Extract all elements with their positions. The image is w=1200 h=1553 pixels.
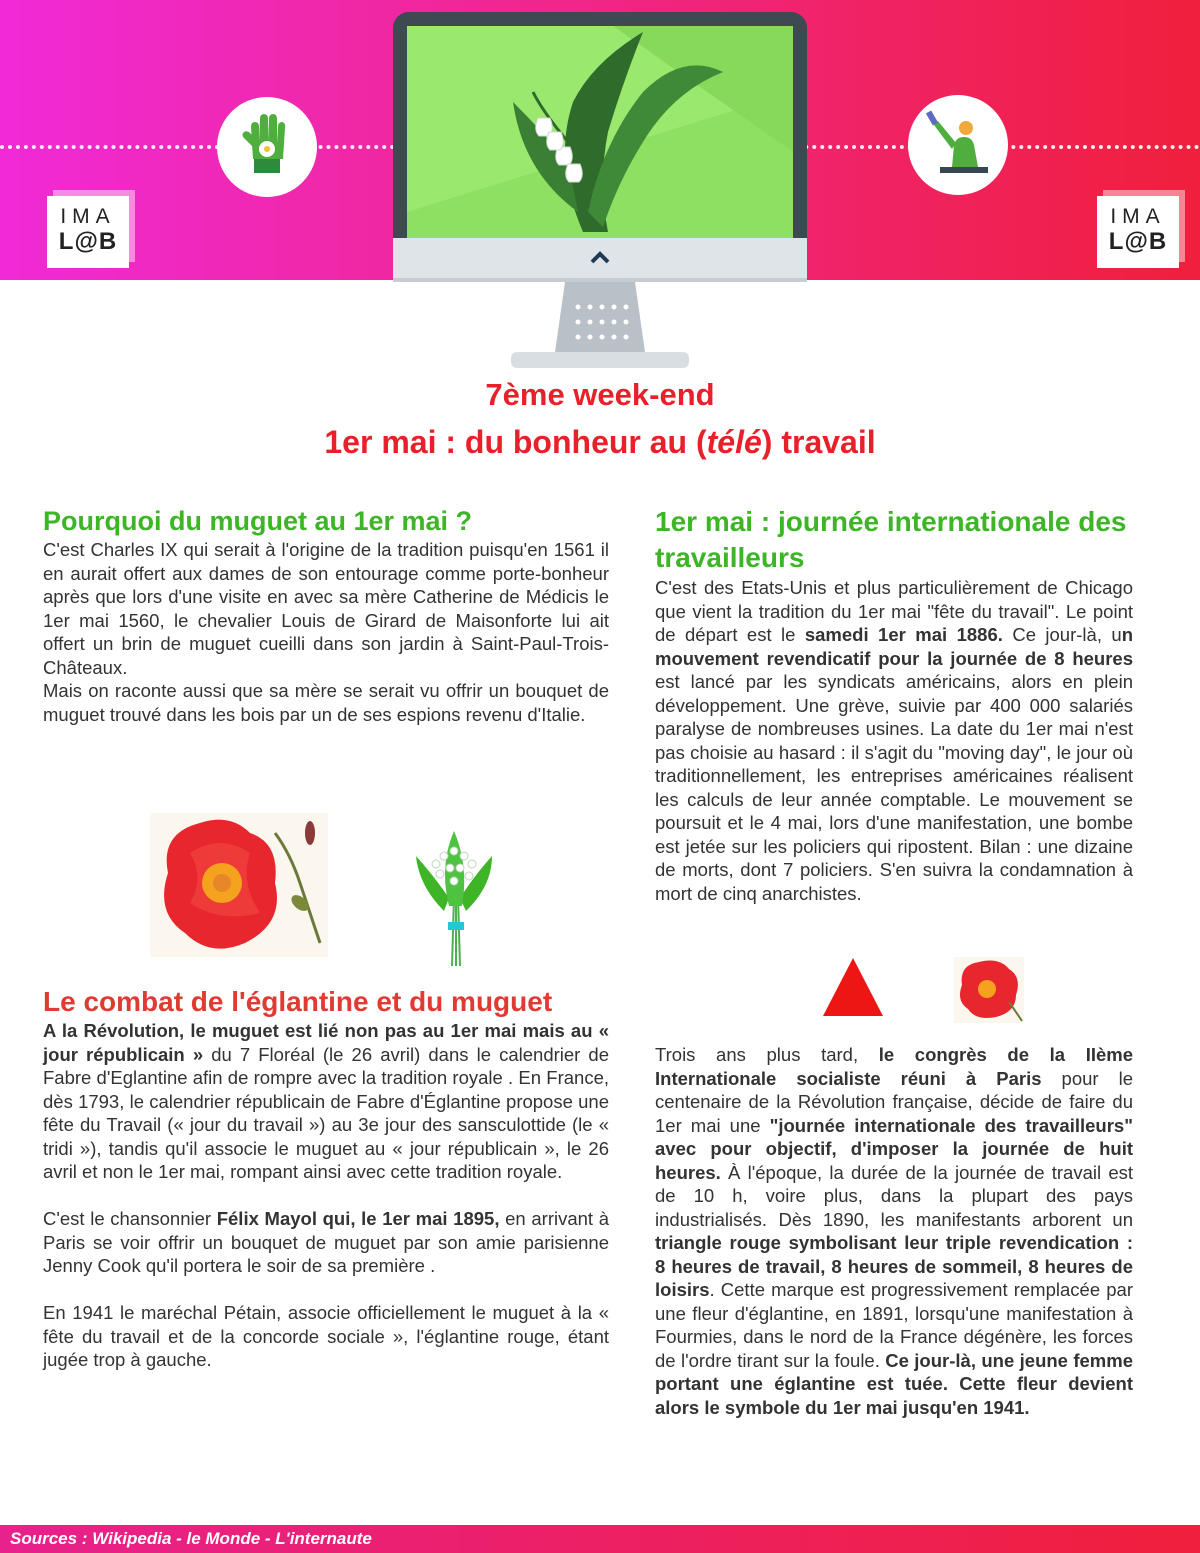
logo-text-lab: L@B: [58, 228, 118, 255]
sources-text: Sources : Wikipedia - le Monde - L'internaute: [10, 1529, 372, 1548]
logo-text-lab: L@B: [1108, 228, 1168, 255]
text: en arrivant à Paris se voir offrir un bouquet de muguet par son amie parisienne Jenny Cook qu'il portera le soir de sa première .: [43, 1208, 609, 1276]
section-paragraph: [655, 1043, 1133, 1419]
bold-text: Ce jour-là, une jeune femme portant une églantine est tuée. Cette fleur devient alors le symbole du 1er mai jusqu'en 1941.: [655, 1349, 1133, 1418]
worker-icon: [908, 95, 1008, 195]
section-paragraph: Mais on raconte aussi que sa mère se serait vu offrir un bouquet de muguet trouvé dans les bois par un de ses espions revenu d'Italie.: [43, 680, 609, 725]
text: C'est des Etats-Unis et plus particulièrement de Chicago que vient la tradition du 1er mai "fête du travail". Le point de départ est le: [655, 577, 1133, 645]
section-heading: Pourquoi du muguet au 1er mai ?: [43, 506, 473, 536]
text: C'est le chansonnier: [43, 1208, 217, 1229]
bold-text: A la Révolution, le muguet est lié non pas au 1er mai mais au « jour républicain »: [43, 1020, 609, 1065]
bold-text: n mouvement revendicatif pour la journée de 8 heures: [655, 624, 1133, 669]
bold-text: "journée internationale des travailleurs" avec pour objectif, d'imposer la journée de huit heures.: [655, 1114, 1133, 1183]
section-congres: [655, 1043, 1133, 1419]
title-line-2-em: télé: [706, 424, 762, 460]
text: À l'époque, la durée de la journée de travail est de 10 h, voire plus, dans la plupart des pays industrialisés. Dès 1890, les manifestants arborent un: [655, 1161, 1133, 1230]
text: pour le centenaire de la Révolution française, décide de faire du 1er mai une: [655, 1067, 1133, 1136]
text: est lancé par les syndicats américains, alors en plein développement. Une grève, suivie par 400 000 salariés paralyse de nombreuses usines. La date du 1er mai n'est pas choisie au hasard : il s'agit du "moving day", le jour où traditionnellement, les entreprises américaines réalisent les calculs de leur année comptable. Le mouvement se poursuit et le 4 mai, lors d'une manifestation, une bombe est jetée sur les policiers qui ripostent. Bilan : une dizaine de morts, dont 7 policiers. S'en suivra la condamnation à mort de cinq anarchistes.: [655, 671, 1133, 904]
bold-text: samedi 1er mai 1886.: [804, 624, 1003, 645]
footer-sources-bar: [0, 1525, 1200, 1553]
section-muguet: [43, 504, 609, 726]
bold-text: le congrès de la IIème Internationale socialiste réuni à Paris: [655, 1044, 1133, 1089]
logo-text-ima: IMA: [1110, 205, 1166, 228]
imalab-logo-right: [1097, 196, 1179, 268]
lily-of-the-valley-monitor-icon: [393, 12, 807, 368]
text: Trois ans plus tard,: [655, 1044, 879, 1065]
text: . Cette marque est progressivement remplacée par une fleur d'églantine, en 1891, lorsqu'une manifestation à Fourmies, dans le nord de la France dégénère, les forces de l'ordre tirant sur la foule.: [655, 1279, 1133, 1371]
section-paragraph: C'est Charles IX qui serait à l'origine de la tradition puisqu'en 1561 il en aurait offert aux dames de son entourage comme porte-bonheur après que lors d'une visite en avec sa mère Catherine de Médicis le 1er mai 1560, le chevalier Louis de Girard de Maisonforte lui ait offert un brin de muguet cueilli dans son jardin à Saint-Paul-Trois-Châteaux.: [43, 539, 609, 678]
title-line-2-pre: 1er mai : du bonheur au (: [324, 424, 707, 460]
red-triangle-icon: [823, 958, 883, 1016]
title-line-1: 7ème week-end: [485, 377, 715, 412]
glove-flower-icon: [217, 97, 317, 197]
eglantine-rose-small-image: [954, 957, 1024, 1023]
section-journee-internationale: [655, 504, 1133, 905]
section-heading: 1er mai : journée internationale des travailleurs: [655, 506, 1127, 573]
text: Ce jour-là, u: [1002, 624, 1122, 645]
bold-text: Félix Mayol qui, le 1er mai 1895,: [216, 1208, 500, 1229]
page-title: [0, 375, 1200, 415]
logo-text-ima: IMA: [60, 205, 116, 228]
bold-text: triangle rouge symbolisant leur triple revendication : 8 heures de travail, 8 heures de sommeil, 8 heures de loisirs: [655, 1232, 1133, 1300]
section-paragraph: [43, 1207, 609, 1278]
section-paragraph: [43, 1019, 609, 1184]
page-subtitle: [0, 420, 1200, 464]
section-paragraph: [655, 576, 1133, 905]
section-eglantine: [43, 985, 609, 1372]
section-paragraph: En 1941 le maréchal Pétain, associe officiellement le muguet à la « fête du travail et de la concorde sociale », l'églantine rouge, étant jugée trop à gauche.: [43, 1302, 609, 1370]
imalab-logo-left: [47, 196, 129, 268]
eglantine-rose-image: [150, 813, 328, 957]
text: du 7 Floréal (le 26 avril) dans le calendrier de Fabre d'Eglantine afin de rompre avec la tradition royale . En France, dès 1793, le calendrier républicain de Fabre d'Églantine propose une fête du Travail (« jour du travail ») au 3e jour des sansculottide (le « tridi »), tandis qu'il associe le muguet au « jour républicain », le 26 avril et non le 1er mai, rompant ainsi avec cette tradition royale.: [43, 1043, 609, 1182]
title-line-2-post: ) travail: [761, 424, 876, 460]
lily-bouquet-image: [414, 826, 494, 966]
section-heading: Le combat de l'églantine et du muguet: [43, 986, 553, 1017]
